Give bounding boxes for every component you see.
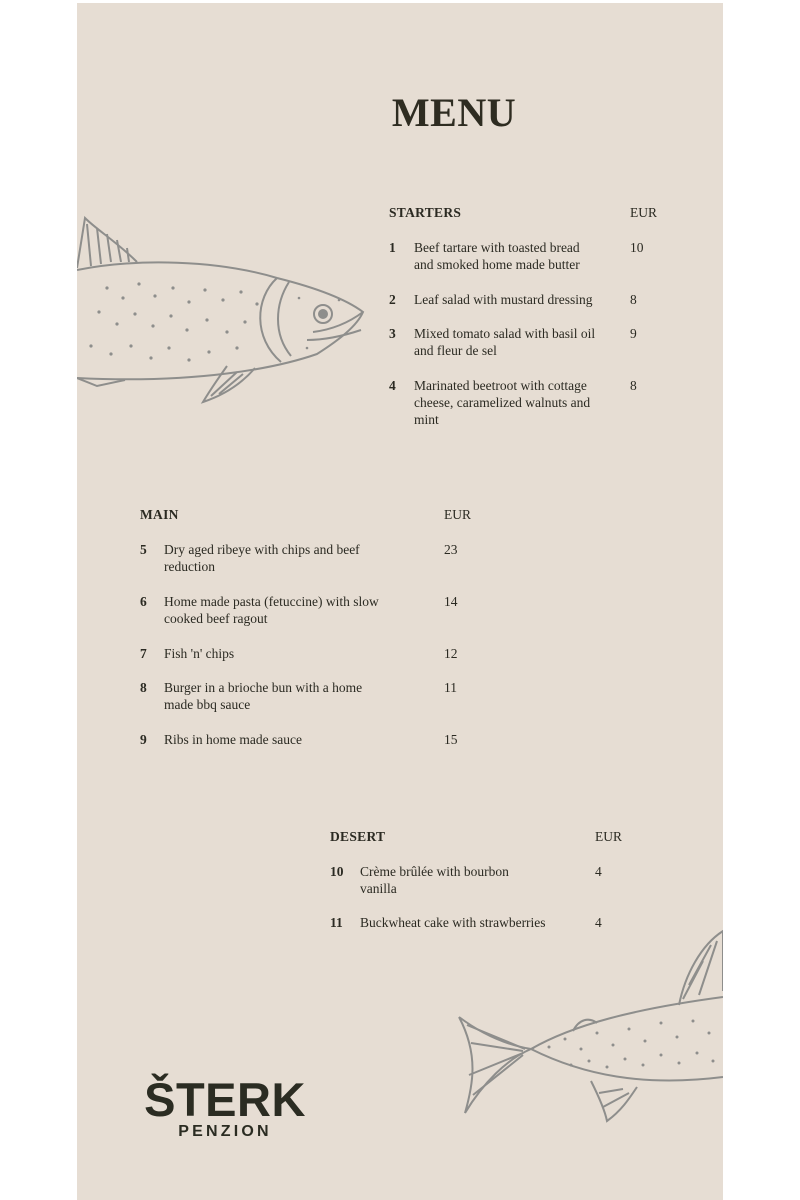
item-price: 10: [630, 240, 644, 255]
logo-subtitle: PENZION: [178, 1123, 272, 1140]
currency-label: EUR: [444, 507, 471, 522]
item-description: Buckwheat cake with strawberries: [360, 915, 546, 930]
item-price: 4: [595, 915, 602, 930]
starters-section: [389, 204, 709, 444]
item-number: 7: [140, 646, 147, 661]
item-price: 12: [444, 646, 458, 661]
section-heading: DESERT: [330, 829, 386, 844]
item-description: Dry aged ribeye with chips and beef reduction: [164, 542, 360, 574]
currency-label: EUR: [630, 205, 657, 220]
item-number: 9: [140, 732, 147, 747]
trout-head-illustration: [77, 208, 377, 408]
item-description: Beef tartare with toasted bread and smoked home made butter: [414, 240, 580, 272]
item-price: 9: [630, 326, 637, 341]
item-number: 11: [330, 915, 343, 930]
penzion-logo: [140, 1075, 310, 1141]
item-number: 3: [389, 326, 396, 341]
item-description: Fish 'n' chips: [164, 646, 235, 661]
item-description: Mixed tomato salad with basil oil and fleur de sel: [414, 326, 596, 358]
item-number: 1: [389, 240, 396, 255]
item-price: 8: [630, 292, 637, 307]
item-number: 10: [330, 864, 344, 879]
logo-name: ŠTERK: [144, 1073, 306, 1126]
section-heading: MAIN: [140, 507, 179, 522]
item-number: 5: [140, 542, 147, 557]
menu-title: MENU: [391, 90, 517, 135]
item-price: 4: [595, 864, 602, 879]
main-section: [140, 506, 500, 756]
item-description: Ribs in home made sauce: [164, 732, 302, 747]
item-description: Marinated beetroot with cottage cheese, caramelized walnuts and mint: [414, 378, 591, 427]
item-description: Home made pasta (fetuccine) with slow cooked beef ragout: [164, 594, 379, 626]
trout-tail-illustration: [453, 925, 723, 1135]
currency-label: EUR: [595, 829, 622, 844]
item-number: 4: [389, 378, 396, 393]
item-description: Leaf salad with mustard dressing: [414, 292, 593, 307]
item-price: 8: [630, 378, 637, 393]
item-price: 11: [444, 680, 457, 695]
item-price: 14: [444, 594, 458, 609]
desert-section: [330, 828, 650, 938]
item-number: 8: [140, 680, 147, 695]
menu-page: [77, 3, 723, 1200]
item-number: 2: [389, 292, 396, 307]
item-price: 15: [444, 732, 458, 747]
item-price: 23: [444, 542, 458, 557]
item-description: Crème brûlée with bourbon vanilla: [360, 864, 509, 896]
section-heading: STARTERS: [389, 205, 462, 220]
item-description: Burger in a brioche bun with a home made bbq sauce: [164, 680, 363, 712]
item-number: 6: [140, 594, 147, 609]
